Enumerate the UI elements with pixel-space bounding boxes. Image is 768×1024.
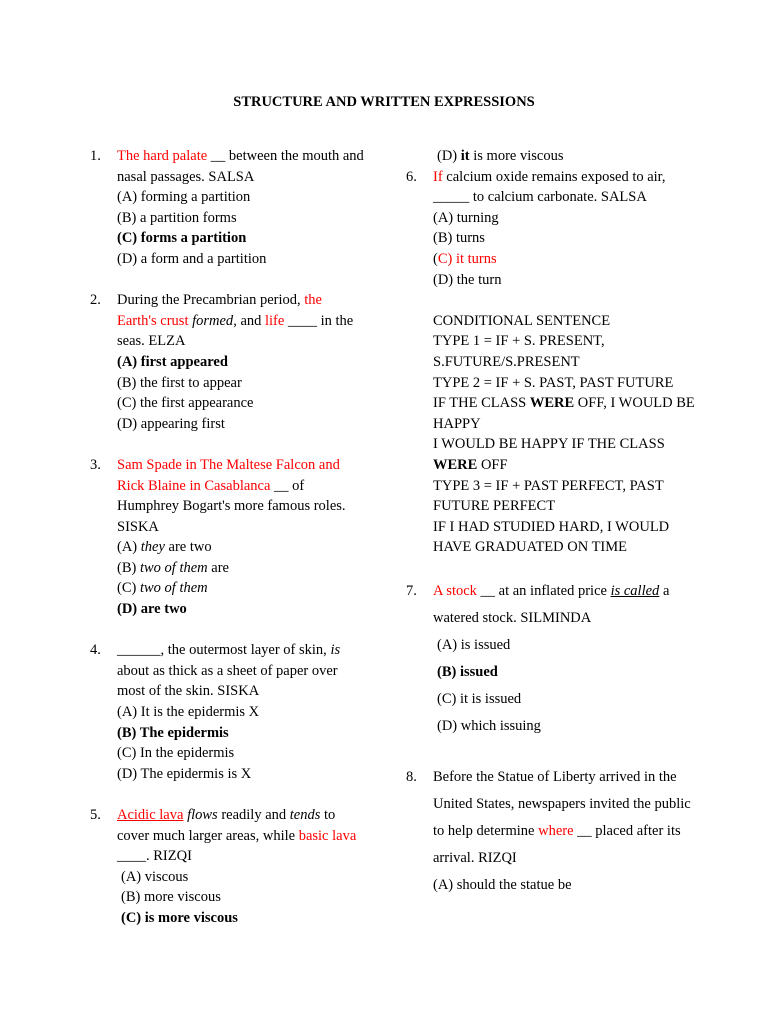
stem-text: to cover much larger areas, while	[117, 807, 336, 844]
italic-text: two of them	[139, 559, 208, 576]
stem-text: ____ in the seas. ELZA	[117, 312, 354, 350]
option-c-answer: (C) forms a partition	[117, 230, 247, 247]
stem-text: ____. RIZQI	[117, 848, 192, 865]
italic-text: formed	[192, 312, 234, 329]
notes-line: IF I HAD STUDIED HARD, I WOULD HAVE GRADUATED ON TIME	[433, 518, 670, 556]
stem-text: Before the Statue of Liberty arrived in the United States, newspapers invited the public to help determine	[433, 768, 691, 839]
notes-line: TYPE 2 = IF + S. PAST, PAST FUTURE	[433, 374, 674, 391]
option-text: is more viscous	[469, 148, 564, 164]
question-3	[90, 455, 365, 620]
option-prefix: (C)	[117, 580, 140, 597]
left-column	[90, 146, 365, 949]
bold-text: WERE	[529, 395, 575, 412]
option-a: (A) viscous	[121, 868, 189, 885]
option-c	[117, 578, 365, 599]
highlight-text: C) it turns	[437, 250, 497, 267]
italic-underlined-text: is called	[610, 582, 660, 599]
stem-text: During the Precambrian period,	[117, 292, 305, 309]
option-d: (D) a form and a partition	[117, 250, 267, 267]
question-stem	[433, 578, 696, 632]
notes-line: TYPE 3 = IF + PAST PERFECT, PAST FUTURE PERFECT	[433, 477, 664, 515]
notes-text: I WOULD BE HAPPY IF THE CLASS	[433, 436, 665, 453]
page-title: STRUCTURE AND WRITTEN EXPRESSIONS	[233, 94, 535, 110]
notes-text: OFF	[477, 456, 508, 473]
conditional-notes	[406, 311, 696, 558]
question-5	[90, 805, 365, 929]
question-1	[90, 146, 365, 270]
option-d	[433, 146, 696, 167]
question-4	[90, 640, 365, 784]
right-column	[406, 146, 696, 919]
option-d: (D) appearing first	[117, 415, 225, 432]
option-c: (C) In the epidermis	[117, 745, 235, 762]
italic-text: they	[140, 539, 165, 556]
option-b-answer: (B) The epidermis	[117, 724, 229, 741]
option-c: (C) it is issued	[437, 690, 522, 707]
option-a: (A) is issued	[437, 636, 511, 653]
option-d: (D) the turn	[433, 271, 502, 288]
option-b: (B) more viscous	[121, 889, 221, 906]
notes-text: IF THE CLASS	[433, 395, 530, 412]
question-stem	[117, 805, 365, 867]
question-number: 6.	[406, 168, 417, 185]
question-stem	[117, 290, 365, 352]
option-c: (C) the first appearance	[117, 395, 254, 412]
notes-heading: CONDITIONAL SENTENCE	[433, 312, 611, 329]
notes-line: TYPE 1 = IF + S. PRESENT, S.FUTURE/S.PRESENT	[433, 333, 605, 370]
stem-text: a watered stock. SILMINDA	[433, 582, 670, 626]
option-a: (A) forming a partition	[117, 189, 251, 206]
option-prefix: (	[433, 250, 438, 267]
italic-text: is	[330, 642, 341, 659]
option-a-answer: (A) first appeared	[117, 353, 228, 370]
question-stem	[433, 167, 696, 208]
highlight-text: Sam Spade in The Maltese Falcon and Rick Blaine in Casablanca	[117, 456, 340, 494]
bold-text: it	[460, 148, 470, 164]
stem-text: readily and	[217, 807, 290, 823]
question-number: 4.	[90, 642, 101, 659]
stem-text: __ between the mouth and nasal passages. SALSA	[117, 148, 364, 185]
question-number: 1.	[90, 148, 101, 164]
option-b-answer: (B) issued	[437, 663, 498, 680]
question-8	[406, 764, 696, 899]
option-a: (A) It is the epidermis X	[117, 704, 260, 721]
option-d: (D) The epidermis is X	[117, 765, 252, 782]
question-number: 5.	[90, 807, 101, 823]
stem-text: __ placed after its arrival. RIZQI	[433, 822, 681, 866]
highlight-text: the Earth's crust	[117, 292, 322, 329]
highlight-text: life	[265, 312, 285, 329]
option-d-answer: (D) are two	[117, 601, 187, 618]
option-d: (D) which issuing	[437, 717, 541, 734]
question-number: 3.	[90, 456, 101, 473]
notes-line	[433, 434, 696, 475]
option-c-answer: (C) is more viscous	[121, 909, 238, 926]
stem-text: , and	[233, 312, 265, 329]
notes-line	[433, 393, 696, 434]
highlight-text: A stock	[433, 582, 477, 599]
highlight-text: where	[538, 822, 574, 839]
option-c	[433, 249, 696, 270]
option-text: are	[207, 559, 229, 576]
highlight-text: If	[433, 168, 443, 185]
option-b: (B) a partition forms	[117, 209, 237, 226]
highlight-text: Acidic lava	[117, 807, 184, 823]
option-b: (B) turns	[433, 230, 485, 247]
option-prefix: (A)	[117, 539, 141, 556]
highlight-text: basic lava	[298, 827, 357, 844]
italic-text: two of them	[139, 580, 208, 597]
italic-text: flows	[187, 807, 218, 823]
question-number: 8.	[406, 768, 417, 785]
stem-text: __ at an inflated price	[476, 582, 611, 599]
option-a: (A) should the statue be	[433, 876, 572, 893]
question-7	[406, 578, 696, 740]
stem-text: ______, the outermost layer of skin,	[117, 642, 331, 659]
question-number: 7.	[406, 582, 417, 599]
option-prefix: (D)	[437, 148, 461, 164]
option-b: (B) the first to appear	[117, 374, 242, 391]
question-5-continued	[406, 146, 696, 167]
question-number: 2.	[90, 292, 101, 309]
option-prefix: (B)	[117, 559, 140, 576]
option-b	[117, 558, 365, 579]
question-stem	[117, 640, 365, 702]
italic-text: tends	[289, 807, 321, 823]
question-stem	[117, 455, 365, 537]
stem-text: calcium oxide remains exposed to air, _____ to calcium carbonate. SALSA	[433, 168, 666, 206]
option-text: are two	[164, 539, 212, 556]
notes-text: OFF, I WOULD BE HAPPY	[433, 395, 695, 432]
option-a	[117, 537, 365, 558]
stem-text: about as thick as a sheet of paper over most of the skin. SISKA	[117, 662, 338, 700]
question-2	[90, 290, 365, 434]
question-stem	[117, 146, 365, 187]
highlight-text: The hard palate	[117, 148, 208, 164]
question-6	[406, 167, 696, 291]
question-stem	[433, 764, 696, 872]
option-a: (A) turning	[433, 209, 499, 226]
bold-text: WERE	[433, 456, 478, 473]
stem-text: __ of Humphrey Bogart's more famous roles. SISKA	[117, 477, 346, 535]
